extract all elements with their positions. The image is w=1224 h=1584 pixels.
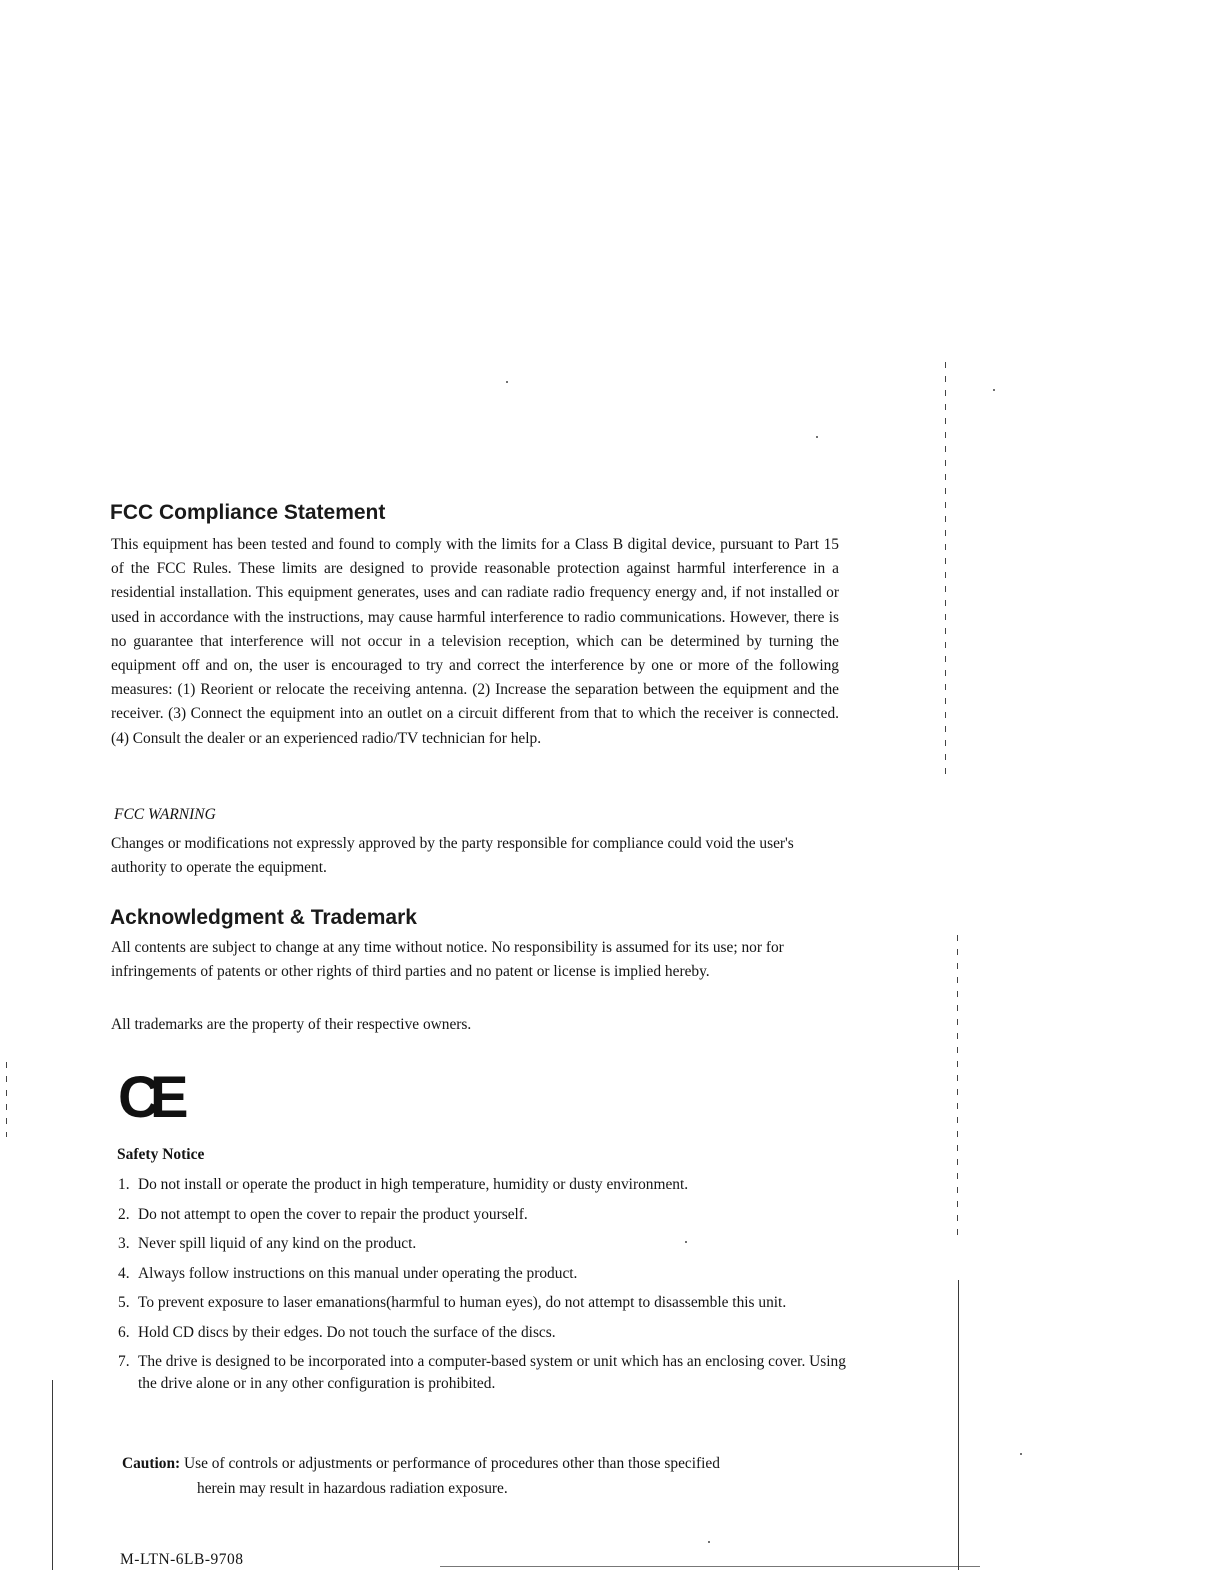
scan-speck [816, 436, 818, 438]
fcc-warning-heading: FCC WARNING [114, 806, 216, 823]
list-item [118, 1174, 858, 1196]
scan-artifact-line [957, 935, 958, 1235]
caution-text-line2: herein may result in hazardous radiation exposure. [197, 1480, 508, 1497]
list-item [118, 1233, 858, 1255]
safety-notice-heading: Safety Notice [117, 1146, 205, 1163]
list-item-number: 4. [118, 1264, 130, 1282]
trademark-text: All trademarks are the property of their respective owners. [111, 1016, 472, 1033]
scan-speck [993, 389, 995, 391]
scan-artifact-line [6, 1062, 7, 1137]
list-item [118, 1263, 858, 1285]
ce-mark-logo: CE [118, 1065, 179, 1130]
list-item [118, 1351, 858, 1395]
footer-divider [440, 1566, 980, 1567]
list-item-number: 5. [118, 1294, 130, 1311]
document-code: M-LTN-6LB-9708 [120, 1551, 244, 1568]
list-item-text: Hold CD discs by their edges. Do not touch the surface of the discs. [138, 1323, 556, 1341]
acknowledgment-text: All contents are subject to change at any time without notice. No responsibility is assumed for its use; nor for infringements of patents or other rights of third parties and no patent or license is implied hereby. [111, 939, 784, 981]
fcc-warning-text: Changes or modifications not expressly approved by the party responsible for compliance could void the user's authority to operate the equipment. [111, 835, 794, 877]
list-item-number: 7. [118, 1353, 130, 1370]
scan-speck [506, 381, 508, 383]
list-item-text: Do not attempt to open the cover to repair the product yourself. [138, 1205, 528, 1223]
scan-artifact-line [958, 1280, 959, 1570]
list-item-text: The drive is designed to be incorporated into a computer-based system or unit which has an enclosing cover. Using the drive alone or in any other configuration is prohibited. [138, 1353, 846, 1392]
caution-label: Caution: [122, 1455, 181, 1472]
list-item-number: 1. [118, 1176, 130, 1193]
list-item-text: To prevent exposure to laser emanations(harmful to human eyes), do not attempt to disassemble this unit. [138, 1294, 787, 1311]
list-item [118, 1292, 858, 1314]
list-item-number: 3. [118, 1235, 130, 1252]
scan-speck [1020, 1453, 1022, 1455]
fcc-compliance-heading: FCC Compliance Statement [110, 501, 386, 524]
caution-block [122, 1451, 852, 1501]
list-item [118, 1204, 858, 1226]
list-item [118, 1322, 858, 1344]
list-item-text: Always follow instructions on this manual under operating the product. [138, 1264, 578, 1282]
caution-text-line1: Use of controls or adjustments or performance of procedures other than those specified [184, 1455, 720, 1472]
safety-notice-list [118, 1174, 858, 1403]
scan-artifact-line [945, 362, 946, 782]
list-item-number: 6. [118, 1323, 130, 1341]
scan-artifact-line [52, 1380, 53, 1570]
list-item-number: 2. [118, 1205, 130, 1223]
list-item-text: Do not install or operate the product in high temperature, humidity or dusty environment. [138, 1176, 689, 1193]
fcc-compliance-text: This equipment has been tested and found to comply with the limits for a Class B digital device, pursuant to Part 15 of the FCC Rules. These limits are designed to provide reasonable protection against harmful interference in a residential installation. This equipment generates, uses and can radiate radio frequency energy and, if not installed or used in accordance with the instructions, may cause harmful interference to radio communications. However, there is no guarantee that interference will not occur in a television reception, which can be determined by turning the equipment off and on, the user is encouraged to try and correct the interference by one or more of the following measures: (1) Reorient or relocate the receiving antenna. (2) Increase the separation between the equipment and the receiver. (3) Connect the equipment into an outlet on a circuit different from that to which the receiver is connected. (4) Consult the dealer or an experienced radio/TV technician for help. [111, 536, 839, 747]
scan-speck [708, 1541, 710, 1543]
list-item-text: Never spill liquid of any kind on the product. [138, 1235, 417, 1252]
acknowledgment-heading: Acknowledgment & Trademark [110, 906, 417, 929]
scan-speck [685, 1241, 687, 1243]
